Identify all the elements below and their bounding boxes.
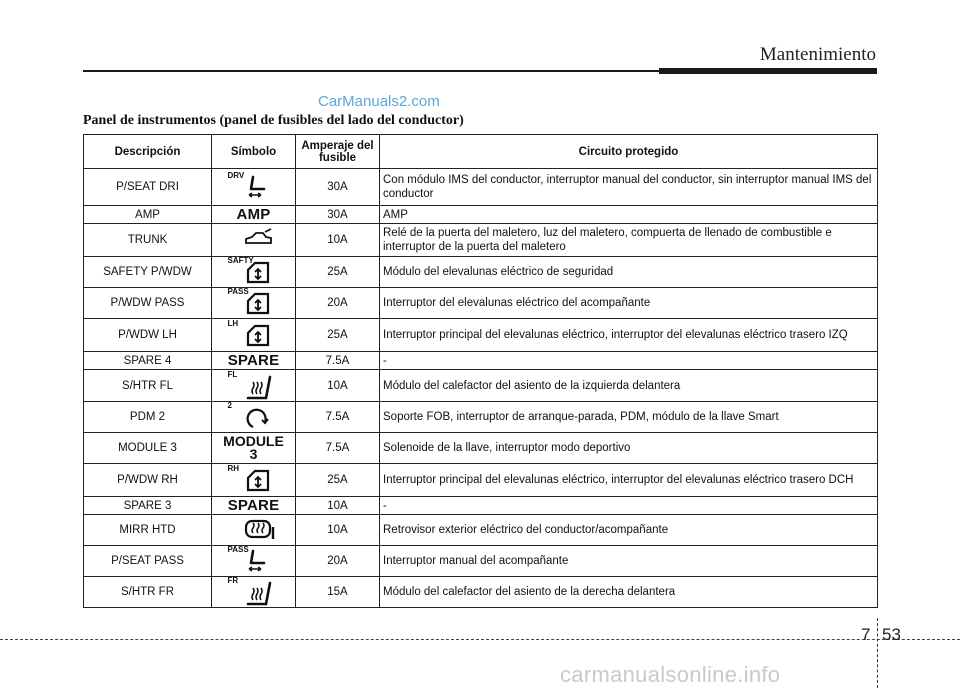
- symbol-text: AMP: [236, 206, 271, 223]
- table-row: [84, 169, 878, 206]
- symbol-tag: LH: [227, 319, 239, 328]
- fuse-symbol: [212, 257, 296, 288]
- fuse-description: P/WDW LH: [84, 319, 212, 352]
- fuse-amperage: 30A: [296, 169, 380, 206]
- section-title: Panel de instrumentos (panel de fusibles del lado del conductor): [83, 113, 464, 128]
- fuse-symbol: [212, 433, 296, 464]
- page-separator: [877, 618, 878, 688]
- fuse-amperage: 10A: [296, 224, 380, 257]
- fuse-symbol: [212, 224, 296, 257]
- table-row: [84, 546, 878, 577]
- table-row: [84, 497, 878, 515]
- fuse-amperage: 20A: [296, 546, 380, 577]
- table-row: [84, 224, 878, 257]
- fuse-amperage: 25A: [296, 257, 380, 288]
- header-rule-thick: [659, 68, 877, 74]
- fuse-amperage: 10A: [296, 515, 380, 546]
- fuse-amperage: 7.5A: [296, 402, 380, 433]
- fuse-circuit: Interruptor principal del elevalunas eléctrico, interruptor del elevalunas eléctrico trasero DCH: [380, 464, 878, 497]
- symbol-text: SPARE: [227, 352, 280, 369]
- fuse-description: SAFETY P/WDW: [84, 257, 212, 288]
- symbol-tag: FR: [227, 576, 239, 585]
- fuse-amperage: 25A: [296, 464, 380, 497]
- fuse-description: MIRR HTD: [84, 515, 212, 546]
- table-row: [84, 402, 878, 433]
- fuse-circuit: Interruptor manual del acompañante: [380, 546, 878, 577]
- symbol-tag: PASS: [227, 545, 249, 554]
- col-header-description: Descripción: [84, 135, 212, 169]
- table-row: [84, 319, 878, 352]
- symbol-tag: PASS: [227, 287, 249, 296]
- fuse-description: P/WDW RH: [84, 464, 212, 497]
- fuse-table: [83, 134, 878, 608]
- table-row: [84, 370, 878, 402]
- table-row: [84, 352, 878, 370]
- fuse-amperage: 10A: [296, 370, 380, 402]
- fuse-circuit: Interruptor del elevalunas eléctrico del acompañante: [380, 288, 878, 319]
- fuse-description: PDM 2: [84, 402, 212, 433]
- fuse-symbol: [212, 497, 296, 515]
- fuse-circuit: Soporte FOB, interruptor de arranque-parada, PDM, módulo de la llave Smart: [380, 402, 878, 433]
- watermark-top: CarManuals2.com: [318, 93, 440, 110]
- header-rule: [83, 70, 659, 72]
- chapter-number: 7: [861, 625, 871, 644]
- table-row: [84, 464, 878, 497]
- symbol-tag: SAFTY: [227, 256, 254, 265]
- fuse-symbol: [212, 577, 296, 608]
- fuse-symbol: [212, 288, 296, 319]
- fuse-circuit: Retrovisor exterior eléctrico del conductor/acompañante: [380, 515, 878, 546]
- fuse-symbol: [212, 319, 296, 352]
- symbol-tag: RH: [227, 464, 240, 473]
- fuse-circuit: AMP: [380, 206, 878, 224]
- page-number: 53: [882, 625, 901, 644]
- fuse-symbol: [212, 352, 296, 370]
- symbol-text: MODULE: [223, 433, 284, 449]
- fuse-symbol: [212, 370, 296, 402]
- fuse-circuit: -: [380, 497, 878, 515]
- col-header-amperage: Amperaje del fusible: [296, 135, 380, 169]
- fuse-symbol: [212, 546, 296, 577]
- fuse-symbol: [212, 206, 296, 224]
- symbol-tag: FL: [227, 369, 238, 379]
- fuse-symbol: [212, 464, 296, 497]
- table-row: [84, 515, 878, 546]
- footer-rule: [0, 639, 960, 640]
- fuse-description: P/WDW PASS: [84, 288, 212, 319]
- fuse-circuit: Solenoide de la llave, interruptor modo deportivo: [380, 433, 878, 464]
- table-row: [84, 577, 878, 608]
- fuse-description: MODULE 3: [84, 433, 212, 464]
- table-row: [84, 433, 878, 464]
- fuse-circuit: Módulo del elevalunas eléctrico de seguridad: [380, 257, 878, 288]
- fuse-circuit: Relé de la puerta del maletero, luz del maletero, compuerta de llenado de combustible e interruptor de la puerta del maletero: [380, 224, 878, 257]
- fuse-circuit: Módulo del calefactor del asiento de la derecha delantera: [380, 577, 878, 608]
- fuse-circuit: Módulo del calefactor del asiento de la izquierda delantera: [380, 370, 878, 402]
- watermark-bottom: carmanualsonline.info: [560, 662, 781, 687]
- table-row: [84, 288, 878, 319]
- fuse-amperage: 7.5A: [296, 433, 380, 464]
- symbol-tag: DRV: [227, 171, 245, 180]
- table-header-row: [84, 135, 878, 169]
- fuse-circuit: Interruptor principal del elevalunas eléctrico, interruptor del elevalunas eléctrico trasero IZQ: [380, 319, 878, 352]
- fuse-description: TRUNK: [84, 224, 212, 257]
- fuse-amperage: 10A: [296, 497, 380, 515]
- symbol-tag: 2: [227, 401, 232, 410]
- table-row: [84, 257, 878, 288]
- fuse-circuit: Con módulo IMS del conductor, interruptor manual del conductor, sin interruptor manual IMS del conductor: [380, 169, 878, 206]
- fuse-symbol: [212, 169, 296, 206]
- fuse-symbol: [212, 402, 296, 433]
- fuse-description: P/SEAT PASS: [84, 546, 212, 577]
- col-header-circuit: Circuito protegido: [380, 135, 878, 169]
- fuse-amperage: 20A: [296, 288, 380, 319]
- fuse-description: S/HTR FR: [84, 577, 212, 608]
- table-row: [84, 206, 878, 224]
- fuse-amperage: 30A: [296, 206, 380, 224]
- fuse-description: S/HTR FL: [84, 370, 212, 402]
- fuse-amperage: 15A: [296, 577, 380, 608]
- fuse-description: SPARE 4: [84, 352, 212, 370]
- fuse-symbol: [212, 515, 296, 546]
- fuse-amperage: 7.5A: [296, 352, 380, 370]
- fuse-description: SPARE 3: [84, 497, 212, 515]
- fuse-amperage: 25A: [296, 319, 380, 352]
- section-header: Mantenimiento: [759, 44, 876, 65]
- fuse-circuit: -: [380, 352, 878, 370]
- col-header-symbol: Símbolo: [212, 135, 296, 169]
- fuse-description: AMP: [84, 206, 212, 224]
- symbol-text-line2: 3: [249, 446, 258, 462]
- fuse-description: P/SEAT DRI: [84, 169, 212, 206]
- symbol-text: SPARE: [227, 497, 280, 514]
